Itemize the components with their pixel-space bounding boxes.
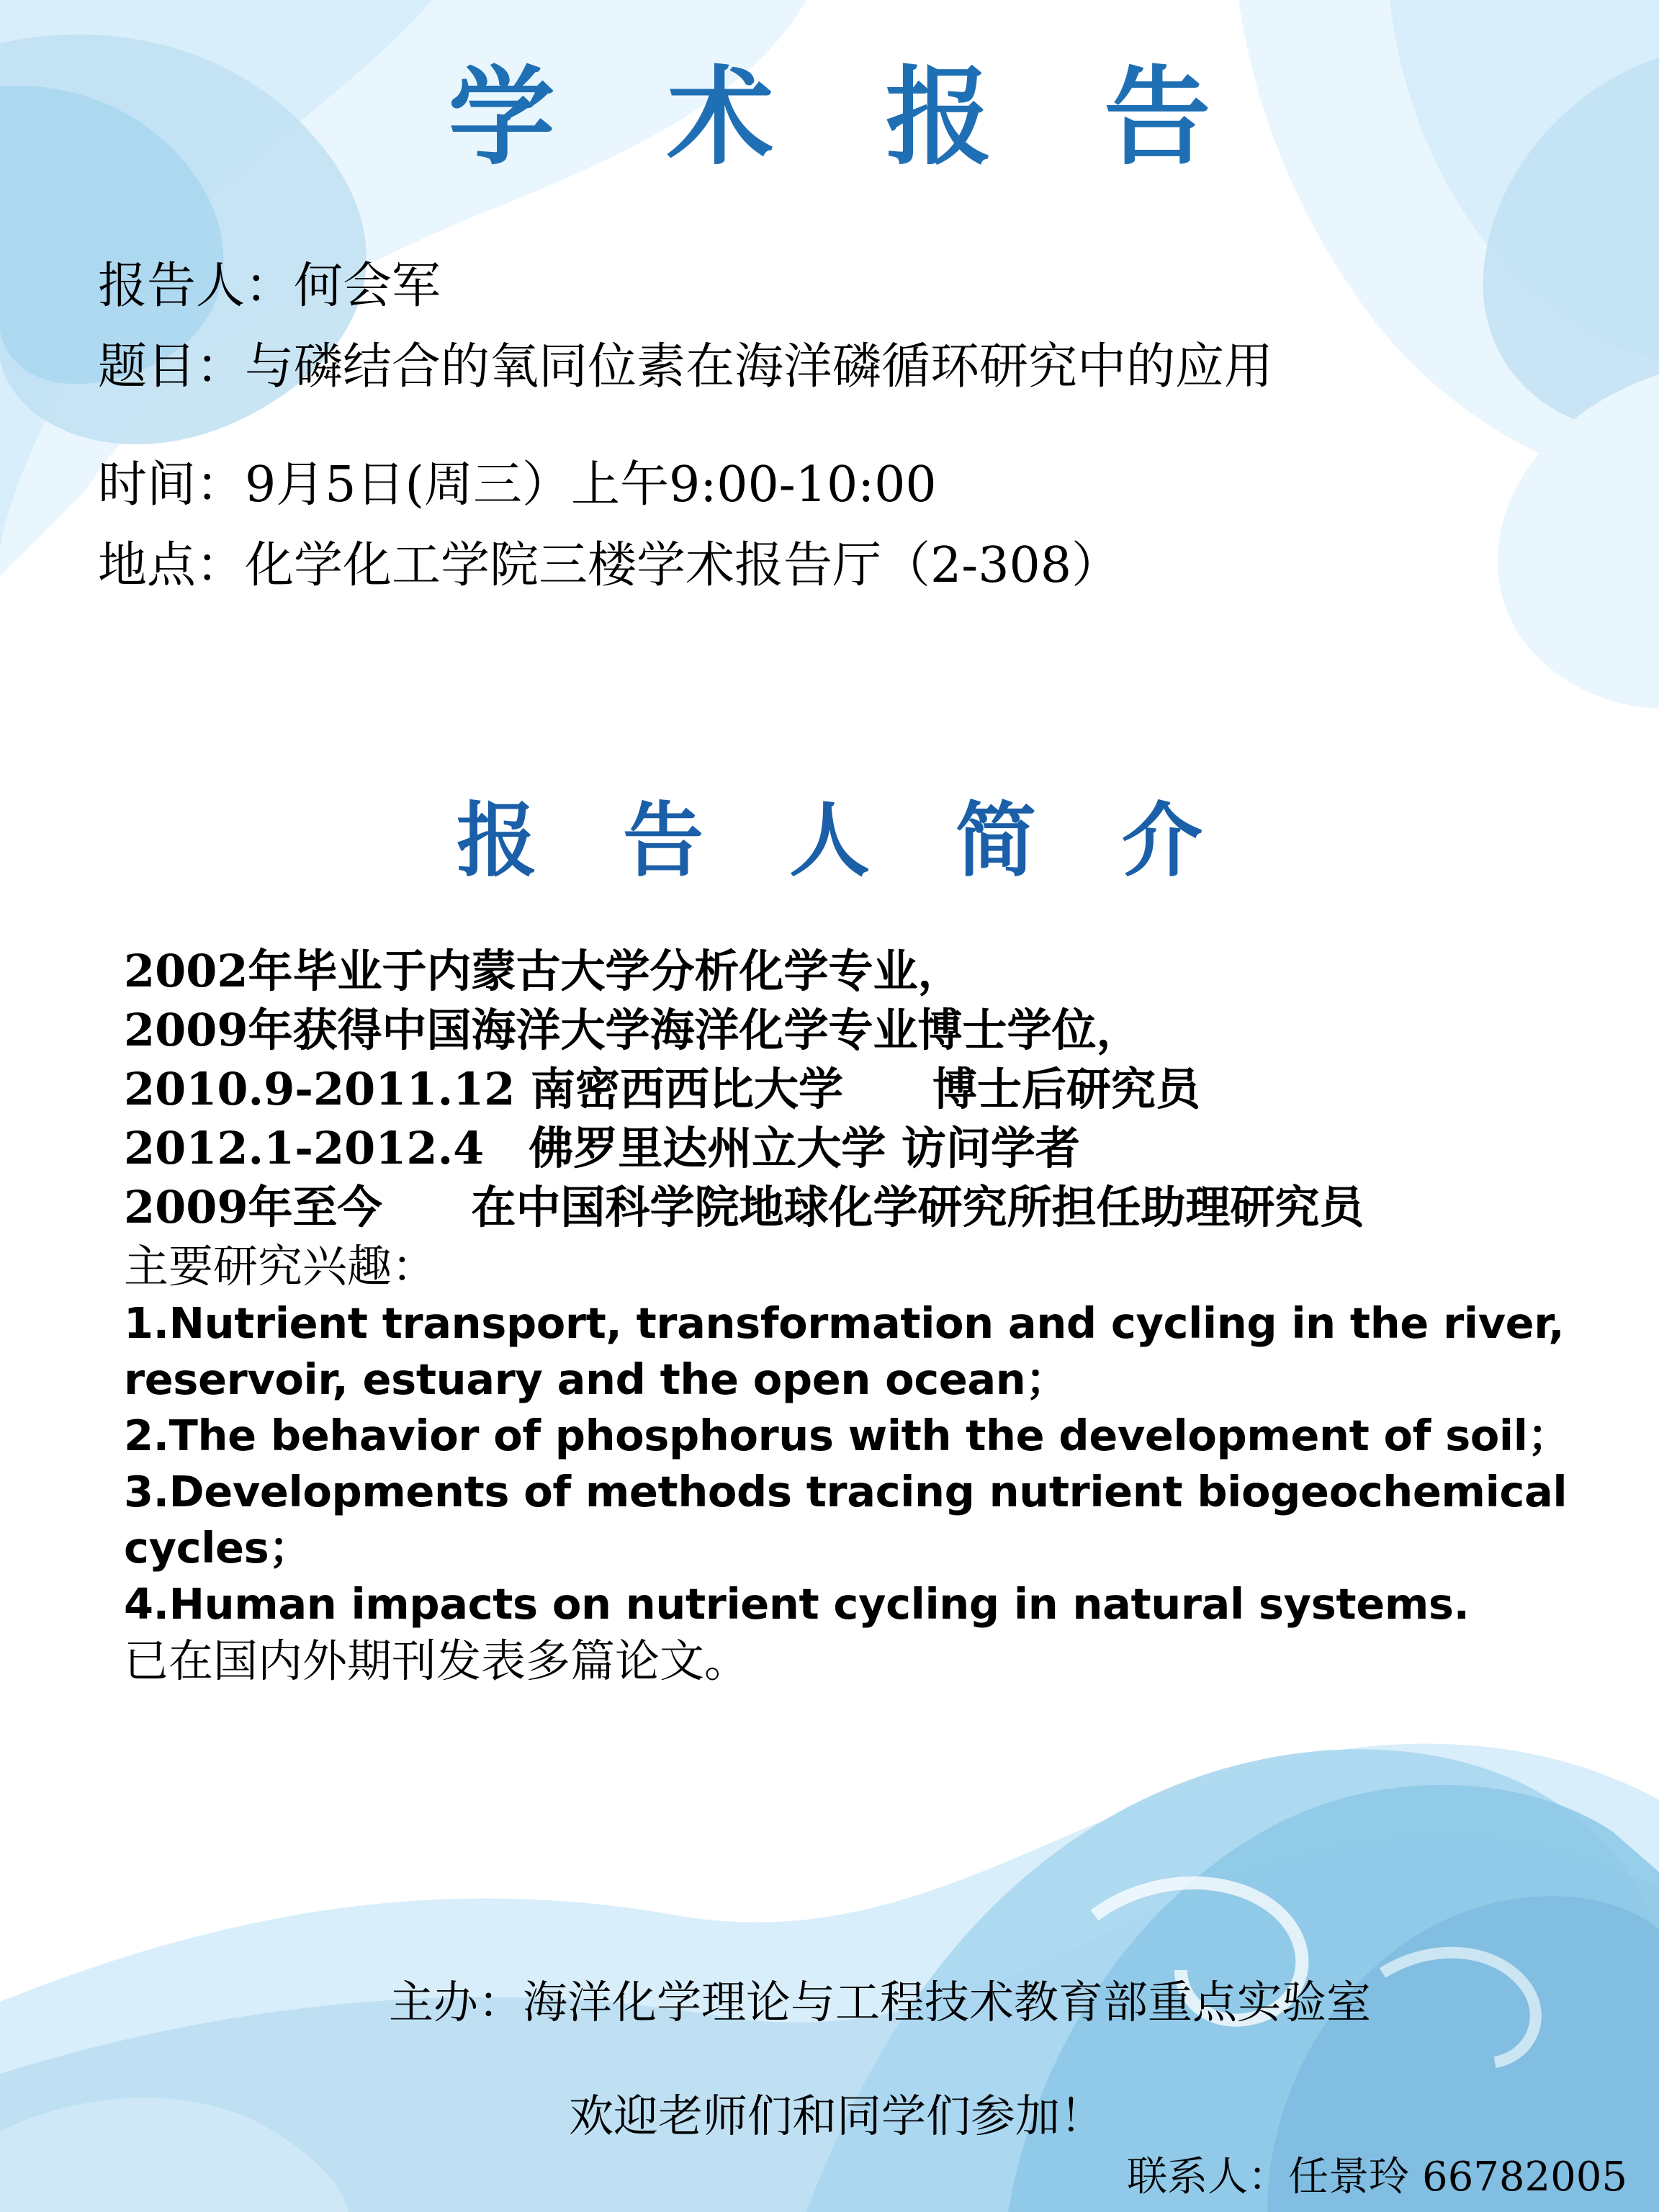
event-info-block <box>98 258 1581 622</box>
section-title-bio: 报 告 人 简 介 <box>457 793 1231 889</box>
welcome-line: 欢迎老师们和同学们参加！ <box>569 2091 1105 2143</box>
bio-interests-label: 主要研究兴趣： <box>124 1241 436 1293</box>
research-interest-item: 4.Human impacts on nutrient cycling in natural systems. <box>124 1580 1470 1629</box>
info-spacer <box>98 423 1581 461</box>
bio-tail-line: 已在国内外期刊发表多篇论文。 <box>124 1636 749 1689</box>
research-interest-item: 1.Nutrient transport, transformation and cycling in the river, reservoir, estuary and the open ocean； <box>124 1299 1565 1405</box>
bio-line: 2002年毕业于内蒙古大学分析化学专业， <box>124 946 963 998</box>
topic-line: 题目：与磷结合的氧同位素在海洋磷循环研究中的应用 <box>98 338 1273 396</box>
bio-line: 2009年获得中国海洋大学海洋化学专业博士学位， <box>124 1004 1141 1057</box>
page-title: 学 术 报 告 <box>448 56 1249 180</box>
speaker-bio-block <box>124 943 1650 1692</box>
footer-block <box>0 1966 1659 2144</box>
speaker-line: 报告人：何会军 <box>98 258 441 315</box>
organizer-line: 主办：海洋化学理论与工程技术教育部重点实验室 <box>389 1977 1371 2029</box>
time-line: 时间：9月5日(周三）上午9:00-10:00 <box>98 457 937 514</box>
bio-line: 2012.1-2012.4 佛罗里达州立大学 访问学者 <box>124 1123 1080 1175</box>
contact-line: 联系人：任景玲 66782005 <box>1127 2153 1627 2200</box>
bio-line: 2010.9-2011.12 南密西西比大学 博士后研究员 <box>124 1064 1201 1116</box>
research-interest-item: 3.Developments of methods tracing nutrient biogeochemical cycles； <box>124 1467 1568 1573</box>
research-interest-item: 2.The behavior of phosphorus with the development of soil； <box>124 1411 1570 1461</box>
place-line: 地点：化学化工学院三楼学术报告厅（2-308） <box>98 537 1121 595</box>
bio-line: 2009年至今 在中国科学院地球化学研究所担任助理研究员 <box>124 1182 1364 1234</box>
